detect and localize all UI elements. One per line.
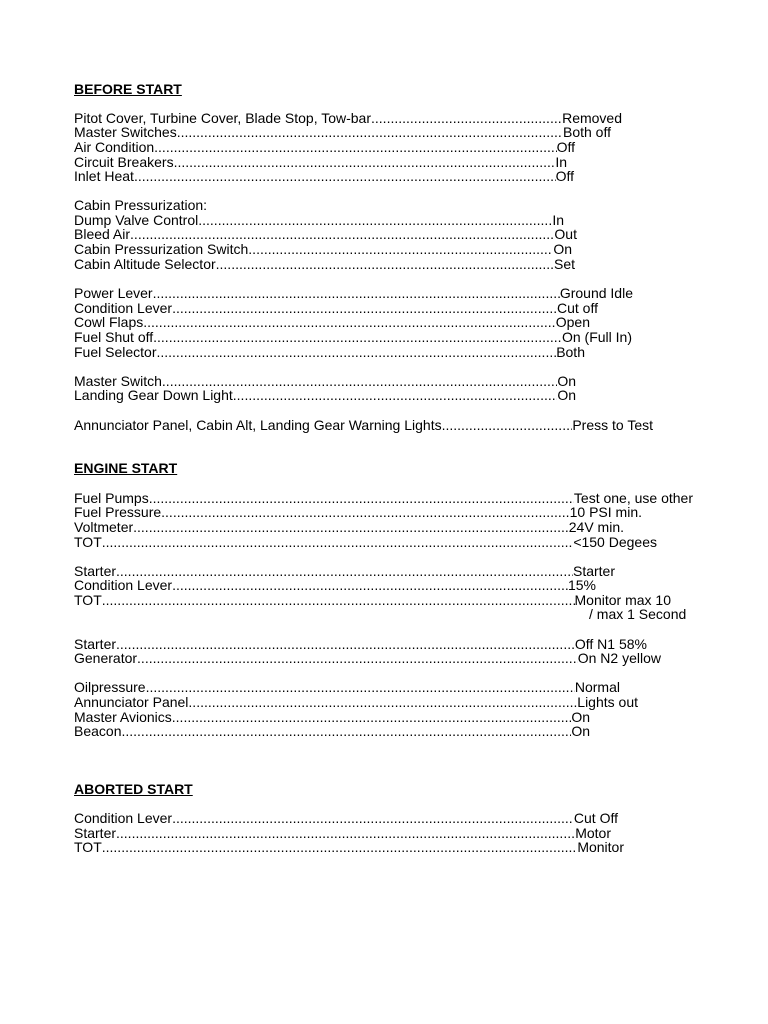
item-label: Cabin Altitude Selector (74, 256, 216, 272)
item-label: Master Avionics (74, 709, 172, 725)
item-value: Cut Off (573, 810, 618, 826)
leader-dots (442, 418, 573, 433)
item-label: Oilpressure (74, 679, 146, 695)
item-value: On (557, 387, 576, 403)
item-value: On (557, 373, 576, 389)
leader-dots (133, 520, 569, 535)
item-value: 24V min. (568, 519, 624, 535)
item-value: 15% (567, 577, 596, 593)
item-label: TOT (74, 839, 102, 855)
checklist-line (74, 695, 638, 710)
item-value: 10 PSI min. (569, 504, 642, 520)
checklist-line (74, 301, 598, 316)
leader-dots (174, 155, 556, 170)
item-value: Monitor (577, 839, 624, 855)
leader-dots (143, 315, 556, 330)
leader-dots (153, 286, 560, 301)
checklist-line (74, 811, 618, 826)
item-label: TOT (74, 592, 102, 608)
item-label: Master Switch (74, 373, 162, 389)
item-value: Normal (574, 679, 620, 695)
checklist-line (74, 651, 661, 666)
leader-dots (161, 505, 569, 520)
item-label: Power Lever (74, 285, 153, 301)
checklist-line (74, 155, 567, 170)
checklist-line (74, 227, 577, 242)
leader-dots (102, 593, 575, 608)
checklist-line (74, 535, 657, 550)
leader-dots (172, 301, 557, 316)
item-label: Cabin Pressurization Switch (74, 241, 249, 257)
item-label: Annunciator Panel (74, 694, 189, 710)
item-value: Ground Idle (559, 285, 633, 301)
leader-dots (233, 388, 558, 403)
checklist-line (74, 257, 575, 272)
item-value: In (552, 212, 564, 228)
tot-continuation: / max 1 Second (589, 606, 687, 622)
item-value: On N2 yellow (577, 650, 661, 666)
item-label: Fuel Shut off (74, 329, 154, 345)
item-label: Dump Valve Control (74, 212, 199, 228)
item-label: Fuel Pumps (74, 490, 149, 506)
leader-dots (216, 257, 554, 272)
item-value: Off (555, 168, 574, 184)
item-value: Off (556, 139, 575, 155)
item-value: On (571, 723, 590, 739)
item-value: Set (553, 256, 575, 272)
item-value: Monitor max 10 (574, 592, 671, 608)
leader-dots (156, 345, 556, 360)
checklist-line (74, 593, 671, 608)
checklist-line (74, 388, 576, 403)
checklist-line (74, 315, 590, 330)
leader-dots (172, 710, 572, 725)
item-label: Air Condition (74, 139, 155, 155)
aborted-start-heading: ABORTED START (74, 781, 193, 797)
checklist-line (74, 724, 590, 739)
item-value: Out (554, 226, 577, 242)
item-label: Master Switches (74, 124, 177, 140)
leader-dots (188, 695, 577, 710)
checklist-line (74, 125, 611, 140)
item-label: Circuit Breakers (74, 154, 174, 170)
leader-dots (116, 637, 575, 652)
leader-dots (134, 169, 556, 184)
checklist-line (74, 520, 624, 535)
checklist-line (74, 140, 575, 155)
item-label: Landing Gear Down Light (74, 387, 233, 403)
leader-dots (172, 811, 574, 826)
leader-dots (248, 242, 553, 257)
item-label: Condition Lever (74, 300, 173, 316)
checklist-line (74, 840, 624, 855)
leader-dots (149, 491, 574, 506)
leader-dots (121, 724, 571, 739)
item-value: Both off (562, 124, 611, 140)
item-value: Motor (575, 825, 611, 841)
item-label: Starter (74, 825, 117, 841)
leader-dots (177, 125, 563, 140)
item-value: Starter (572, 563, 615, 579)
item-value: <150 Degees (573, 534, 657, 550)
item-label: Bleed Air (74, 226, 131, 242)
checklist-line (74, 505, 642, 520)
checklist-line (74, 242, 572, 257)
leader-dots (198, 213, 552, 228)
checklist-line (74, 286, 633, 301)
item-label: Fuel Selector (74, 344, 157, 360)
item-value: Both (556, 344, 585, 360)
item-label: Annunciator Panel, Cabin Alt, Landing Gear Warning Lights (74, 417, 442, 433)
leader-dots (102, 535, 574, 550)
item-value: On (Full In) (561, 329, 632, 345)
checklist-line (74, 345, 585, 360)
before-start-heading: BEFORE START (74, 81, 182, 97)
checklist-line (74, 330, 632, 345)
item-label: Condition Lever (74, 810, 173, 826)
item-label: TOT (74, 534, 102, 550)
item-value: Removed (562, 110, 622, 126)
item-label: Generator (74, 650, 138, 666)
checklist-line (74, 169, 574, 184)
item-value: Test one, use other (573, 490, 693, 506)
leader-dots (371, 111, 562, 126)
item-label: Starter (74, 636, 117, 652)
checklist-line (74, 710, 590, 725)
item-value: On (553, 241, 572, 257)
item-value: Off N1 58% (574, 636, 647, 652)
item-value: Lights out (577, 694, 638, 710)
item-label: Cowl Flaps (74, 314, 144, 330)
checklist-line (74, 826, 611, 841)
leader-dots (116, 826, 575, 841)
item-value: Cut off (557, 300, 598, 316)
checklist-line (74, 418, 653, 433)
item-label: Voltmeter (74, 519, 134, 535)
leader-dots (154, 140, 556, 155)
leader-dots (146, 680, 575, 695)
item-label: Beacon (74, 723, 122, 739)
leader-dots (130, 227, 554, 242)
leader-dots (137, 651, 578, 666)
checklist-line (74, 637, 647, 652)
item-label: Condition Lever (74, 577, 173, 593)
leader-dots (116, 564, 573, 579)
item-label: Inlet Heat (74, 168, 134, 184)
checklist-line (74, 680, 620, 695)
item-label: Starter (74, 563, 117, 579)
cabin-pressurization-subheading: Cabin Pressurization: (74, 197, 208, 213)
leader-dots (153, 330, 562, 345)
item-value: Press to Test (572, 417, 653, 433)
item-label: Fuel Pressure (74, 504, 162, 520)
leader-dots (102, 840, 578, 855)
checklist-line (74, 213, 564, 228)
item-value: On (571, 709, 590, 725)
leader-dots (172, 578, 568, 593)
checklist-line (74, 578, 596, 593)
item-value: In (555, 154, 567, 170)
item-label: Pitot Cover, Turbine Cover, Blade Stop, Tow-bar (74, 110, 372, 126)
engine-start-heading: ENGINE START (74, 460, 178, 476)
item-value: Open (555, 314, 590, 330)
